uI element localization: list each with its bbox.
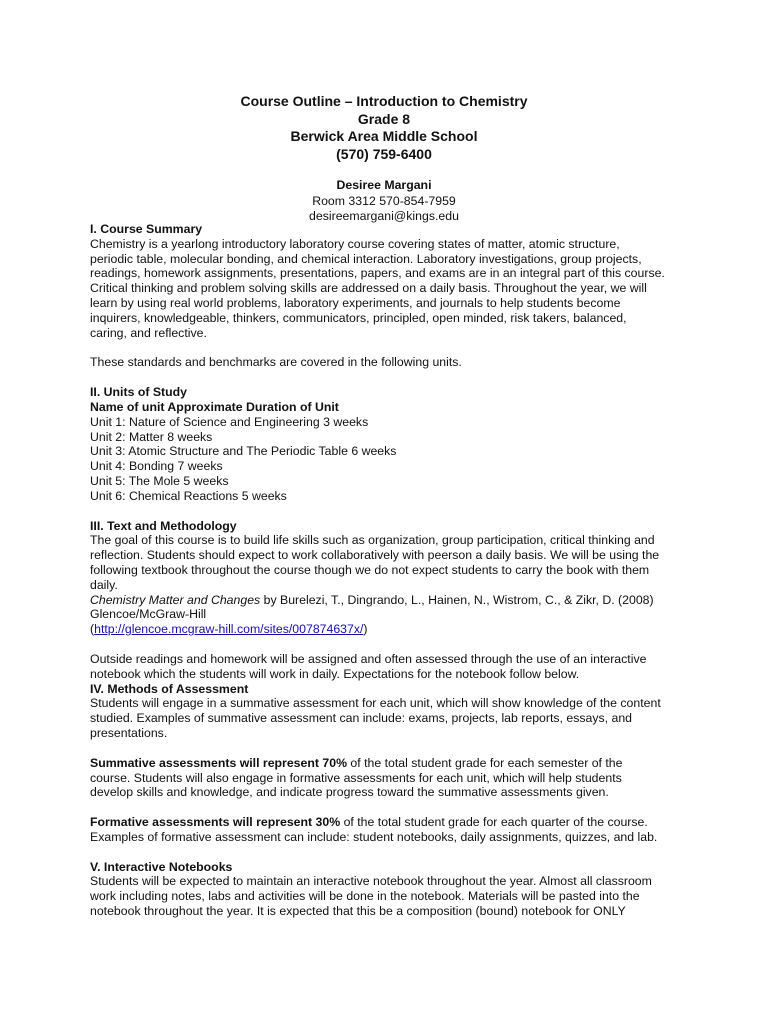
paragraph-line: learn by using real world problems, laboratory experiments, and journals to help students become bbox=[90, 295, 621, 310]
paragraph-line: work including notes, labs and activities will be done in the notebook. Materials will be pasted into the bbox=[90, 889, 640, 904]
unit-item: Unit 5: The Mole 5 weeks bbox=[90, 473, 229, 488]
textbook-title: Chemistry Matter and Changes bbox=[90, 592, 261, 607]
paragraph-line: presentations. bbox=[90, 725, 168, 740]
unit-item: Unit 4: Bonding 7 weeks bbox=[90, 459, 223, 474]
paragraph-line: Examples of formative assessment can include: student notebooks, daily assignments, quizzes, and lab. bbox=[90, 829, 658, 844]
unit-item: Unit 1: Nature of Science and Engineering 3 weeks bbox=[90, 414, 369, 429]
summative-statement: Summative assessments will represent 70% of the total student grade for each semester of the bbox=[90, 755, 623, 770]
textbook-authors: by Burelezi, T., Dingrando, L., Hainen, N., Wistrom, C., & Zikr, D. (2008) bbox=[260, 592, 654, 607]
paragraph-line: daily. bbox=[90, 577, 118, 592]
paragraph-line: Critical thinking and problem solving skills are addressed on a daily basis. Throughout the year, we will bbox=[90, 281, 647, 296]
paragraph-line: The goal of this course is to build life skills such as organization, group participation, critical thinking and bbox=[90, 533, 655, 548]
paragraph-line: Students will engage in a summative assessment for each unit, which will show knowledge of the content bbox=[90, 696, 661, 711]
section-heading-text-methodology: III. Text and Methodology bbox=[90, 518, 237, 533]
paragraph-line: Outside readings and homework will be assigned and often assessed through the use of an interactive bbox=[90, 651, 647, 666]
textbook-link[interactable]: http://glencoe.mcgraw-hill.com/sites/007874637x/ bbox=[94, 622, 364, 637]
teacher-email: desireemargani@kings.edu bbox=[309, 209, 459, 223]
section-heading-course-summary: I. Course Summary bbox=[90, 222, 203, 236]
units-subheading: Name of unit Approximate Duration of Unit bbox=[90, 399, 339, 414]
grade-label: Grade 8 bbox=[357, 110, 411, 127]
paragraph-line: notebook which the students will work in daily. Expectations for the notebook follow below. bbox=[90, 666, 580, 681]
paragraph-line: readings, homework assignments, presentations, papers, and exams are in an integral part of this course. bbox=[90, 266, 665, 281]
paragraph-line: inquirers, knowledgeable, thinkers, communicators, principled, open minded, risk takers, balanced, bbox=[90, 310, 627, 325]
formative-emphasis: Formative assessments will represent 30% bbox=[90, 815, 341, 830]
textbook-url-line: (http://glencoe.mcgraw-hill.com/sites/007874637x/) bbox=[90, 622, 368, 637]
summative-emphasis: Summative assessments will represent 70% bbox=[90, 755, 347, 770]
paragraph-line: develop skills and knowledge, and indicate progress toward the summative assessments given. bbox=[90, 785, 609, 800]
paragraph-line: course. Students will also engage in formative assessments for each unit, which will help students bbox=[90, 770, 622, 785]
formative-statement: Formative assessments will represent 30% of the total student grade for each quarter of the course. bbox=[90, 815, 648, 830]
paragraph-line: caring, and reflective. bbox=[90, 325, 207, 340]
paragraph-line: notebook throughout the year. It is expected that this be a composition (bound) notebook for ONLY bbox=[90, 904, 626, 919]
paragraph-line: Students will be expected to maintain an interactive notebook throughout the year. Almost all classroom bbox=[90, 874, 652, 889]
teacher-room: Room 3312 570-854-7959 bbox=[312, 193, 456, 208]
school-name: Berwick Area Middle School bbox=[290, 128, 478, 144]
section-heading-notebooks: V. Interactive Notebooks bbox=[90, 859, 233, 874]
section-heading-assessment: IV. Methods of Assessment bbox=[90, 681, 249, 696]
teacher-name: Desiree Margani bbox=[336, 178, 432, 192]
standards-note: These standards and benchmarks are covered in the following units. bbox=[90, 355, 462, 370]
paragraph-line: studied. Examples of summative assessment can include: exams, projects, lab reports, essays, and bbox=[90, 711, 632, 726]
unit-item: Unit 3: Atomic Structure and The Periodic Table 6 weeks bbox=[90, 444, 397, 459]
textbook-publisher: Glencoe/McGraw-Hill bbox=[90, 607, 207, 622]
textbook-citation bbox=[90, 593, 690, 608]
document-body bbox=[90, 222, 690, 919]
document-header bbox=[0, 93, 768, 163]
school-phone: (570) 759-6400 bbox=[336, 145, 432, 162]
paragraph-line: periodic table, molecular bonding, and chemical interaction. Laboratory investigations, group projects, bbox=[90, 251, 642, 266]
teacher-contact bbox=[0, 178, 768, 225]
document-title: Course Outline – Introduction to Chemistry bbox=[240, 93, 528, 109]
unit-item: Unit 2: Matter 8 weeks bbox=[90, 429, 213, 444]
paragraph-line: following textbook throughout the course though we do not expect students to carry the book with them bbox=[90, 562, 650, 577]
unit-item: Unit 6: Chemical Reactions 5 weeks bbox=[90, 488, 287, 503]
section-heading-units: II. Units of Study bbox=[90, 385, 188, 400]
paragraph-line: reflection. Students should expect to work collaboratively with peerson a daily basis. We will be using the bbox=[90, 548, 660, 563]
paragraph-line: Chemistry is a yearlong introductory laboratory course covering states of matter, atomic structure, bbox=[90, 236, 620, 251]
